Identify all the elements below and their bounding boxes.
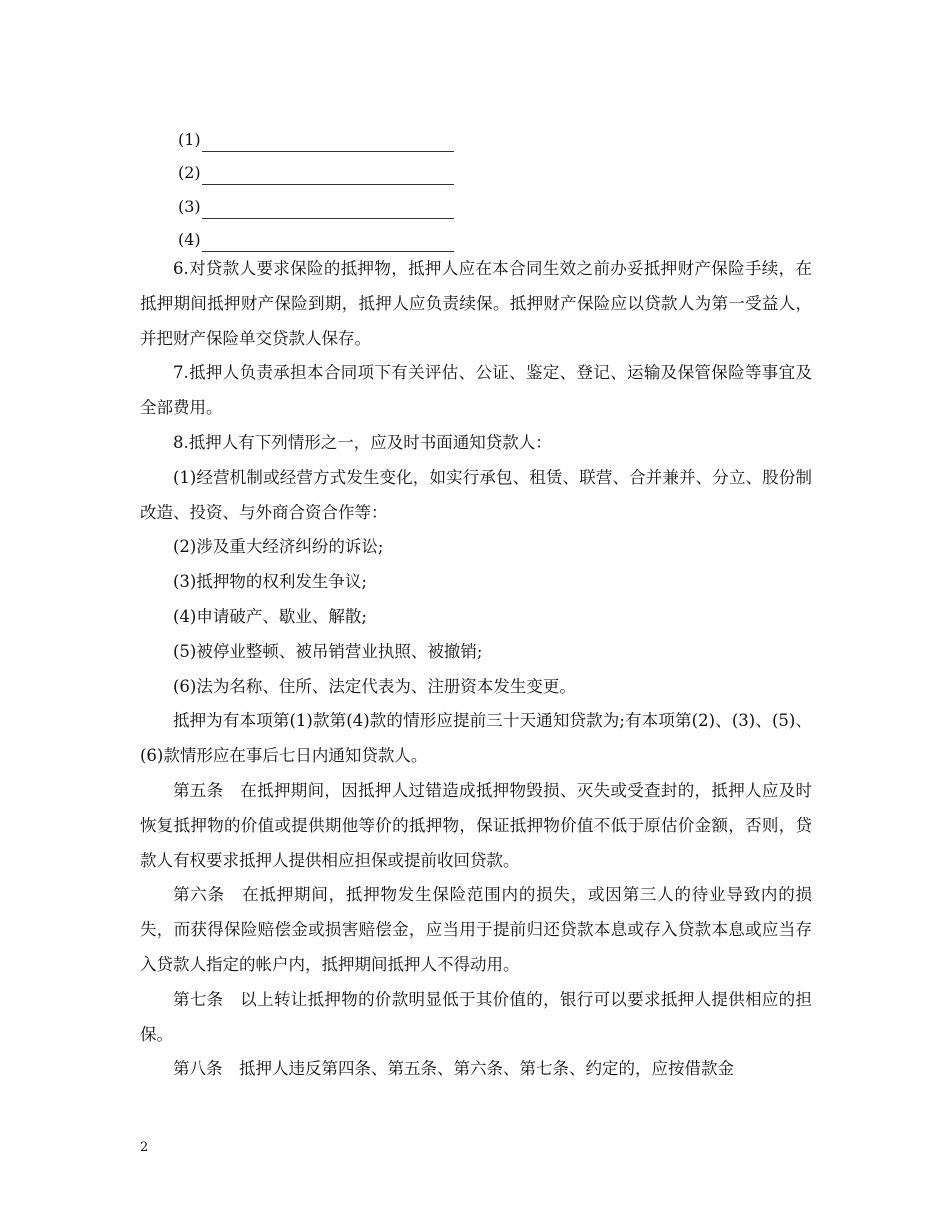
blank-item [178, 118, 478, 152]
document-body [140, 252, 812, 1087]
blank-number: (1) [178, 129, 201, 149]
page-number: 2 [140, 1140, 149, 1155]
article-6: 第六条 在抵押期间，抵押物发生保险范围内的损失，或因第三人的待业导致内的损失，而获得保险赔偿金或损害赔偿金，应当用于提前归还贷款本息或存入贷款本息或应当存入贷款人指定的帐户内，抵押期间抵押人不得动用。 [140, 885, 812, 974]
blank-underline [202, 166, 454, 185]
article-7: 第七条 以上转让抵押物的价款明显低于其价值的，银行可以要求抵押人提供相应的担保。 [140, 989, 812, 1044]
blank-number: (3) [178, 196, 201, 216]
blank-underline [202, 233, 454, 252]
blank-list [178, 118, 478, 252]
clause-notification: 8.抵押人有下列情形之一，应及时书面通知贷款人： [173, 432, 552, 452]
blank-number: (2) [178, 163, 201, 182]
clause-insurance: 6.对贷款人要求保险的抵押物，抵押人应在本合同生效之前办妥抵押财产保险手续，在抵押期间抵押财产保险到期，抵押人应负责续保。抵押财产保险应以贷款人为第一受益人，并把财产保险单交贷款人保存。 [140, 259, 812, 348]
notification-item: (4)申请破产、歇业、解散; [173, 606, 367, 626]
clause-fees: 7.抵押人负责承担本合同项下有关评估、公证、鉴定、登记、运输及保管保险等事宜及全部费用。 [140, 363, 812, 418]
notification-item: (2)涉及重大经济纠纷的诉讼; [173, 537, 384, 557]
notification-item: (5)被停业整顿、被吊销营业执照、被撤销; [173, 641, 483, 661]
article-5: 第五条 在抵押期间，因抵押人过错造成抵押物毁损、灭失或受查封的，抵押人应及时恢复抵押物的价值或提供期他等价的抵押物，保证抵押物价值不低于原估价金额，否则，贷款人有权要求抵押人提供相应担保或提前收回贷款。 [140, 780, 812, 870]
notification-item: (3)抵押物的权利发生争议; [173, 572, 367, 592]
article-8: 第八条 抵押人违反第四条、第五条、第六条、第七条、约定的，应按借款金 [173, 1059, 734, 1079]
notification-deadline: 抵押为有本项第(1)款第(4)款的情形应提前三十天通知贷款为;有本项第(2)、(3)、(5)、(6)款情形应在事后七日内通知贷款人。 [140, 711, 812, 766]
blank-item [178, 185, 478, 219]
notification-item: (1)经营机制或经营方式发生变化，如实行承包、租赁、联营、合并兼并、分立、股份制改造、投资、与外商合资合作等： [140, 467, 812, 522]
blank-underline [202, 133, 454, 152]
blank-underline [202, 200, 454, 219]
blank-number: (4) [178, 230, 201, 249]
notification-item: (6)法为名称、住所、法定代表为、注册资本发生变更。 [173, 676, 576, 696]
blank-item [178, 219, 478, 253]
blank-item [178, 152, 478, 186]
